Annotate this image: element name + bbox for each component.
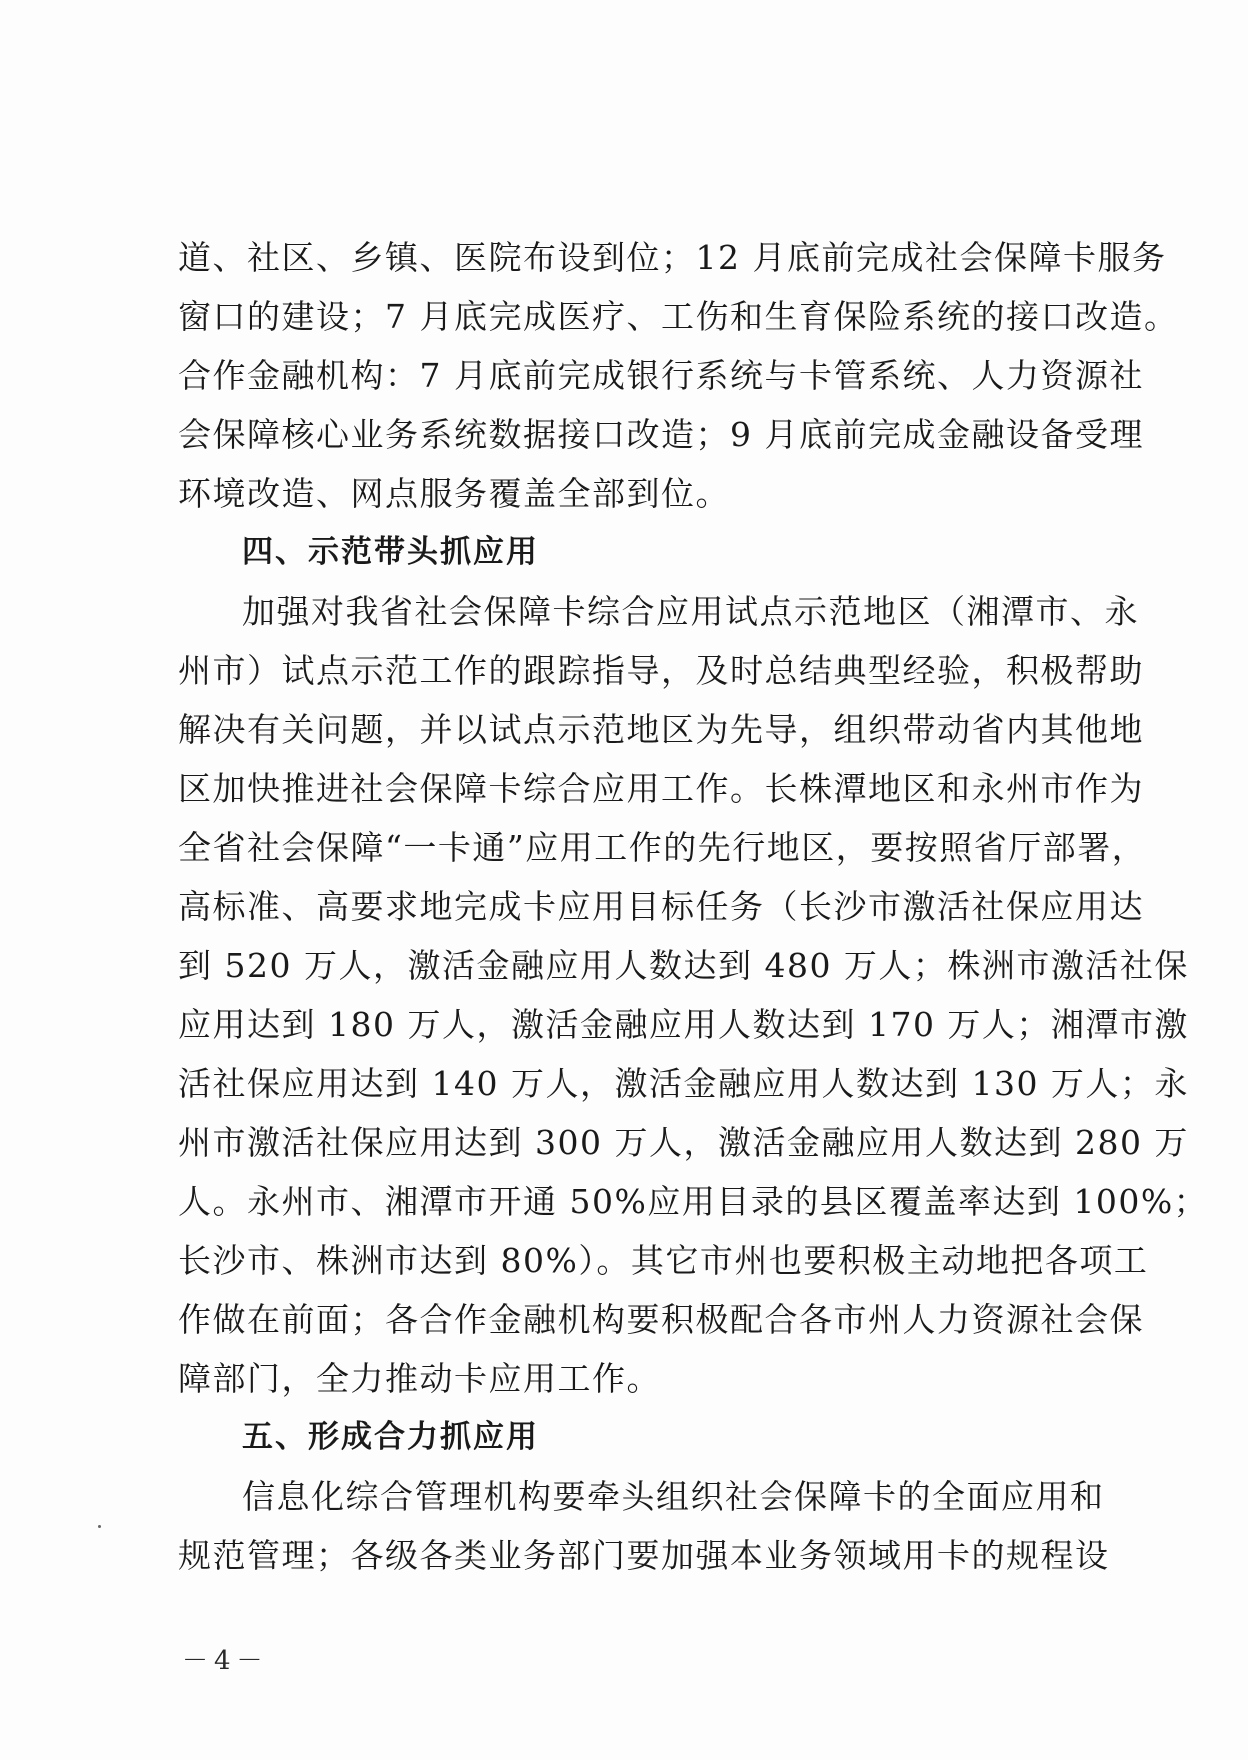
paragraph-line: 合作金融机构：7 月底前完成银行系统与卡管系统、人力资源社 xyxy=(178,356,1144,395)
paragraph-line: 活社保应用达到 140 万人，激活金融应用人数达到 130 万人；永 xyxy=(178,1064,1189,1103)
paragraph-line: 道、社区、乡镇、医院布设到位；12 月底前完成社会保障卡服务 xyxy=(178,238,1167,277)
paragraph-line: 作做在前面；各合作金融机构要积极配合各市州人力资源社会保 xyxy=(178,1300,1144,1339)
paragraph-line: 障部门，全力推动卡应用工作。 xyxy=(178,1359,661,1398)
paragraph-line: 窗口的建设；7 月底完成医疗、工伤和生育保险系统的接口改造。 xyxy=(178,297,1179,336)
paragraph-line: 全省社会保障“一卡通”应用工作的先行地区，要按照省厅部署， xyxy=(178,828,1147,867)
paragraph-line: 规范管理；各级各类业务部门要加强本业务领域用卡的规程设 xyxy=(178,1536,1110,1575)
paragraph-line: 州市激活社保应用达到 300 万人，激活金融应用人数达到 280 万 xyxy=(178,1123,1189,1162)
paragraph-line: 高标准、高要求地完成卡应用目标任务（长沙市激活社保应用达 xyxy=(178,887,1144,926)
paragraph-line: 人。永州市、湘潭市开通 50%应用目录的县区覆盖率达到 100%； xyxy=(178,1182,1209,1221)
scan-speck xyxy=(98,1525,101,1528)
paragraph-line: 到 520 万人，激活金融应用人数达到 480 万人；株洲市激活社保 xyxy=(178,946,1189,985)
paragraph-line: 加强对我省社会保障卡综合应用试点示范地区（湘潭市、永 xyxy=(242,592,1139,631)
document-body xyxy=(178,228,1209,1585)
section-heading-4: 四、示范带头抓应用 xyxy=(242,534,539,570)
section-heading-5: 五、形成合力抓应用 xyxy=(242,1419,539,1455)
paragraph-line: 解决有关问题，并以试点示范地区为先导，组织带动省内其他地 xyxy=(178,710,1144,749)
paragraph-line: 信息化综合管理机构要牵头组织社会保障卡的全面应用和 xyxy=(242,1477,1105,1516)
paragraph-line: 应用达到 180 万人，激活金融应用人数达到 170 万人；湘潭市激 xyxy=(178,1005,1189,1044)
paragraph-line: 会保障核心业务系统数据接口改造；9 月底前完成金融设备受理 xyxy=(178,415,1144,454)
paragraph-line: 长沙市、株洲市达到 80%）。其它市州也要积极主动地把各项工 xyxy=(178,1241,1149,1280)
paragraph-line: 州市）试点示范工作的跟踪指导，及时总结典型经验，积极帮助 xyxy=(178,651,1144,690)
paragraph-line: 区加快推进社会保障卡综合应用工作。长株潭地区和永州市作为 xyxy=(178,769,1144,808)
page-number: －4－ xyxy=(182,1646,269,1676)
paragraph-line: 环境改造、网点服务覆盖全部到位。 xyxy=(178,474,730,513)
